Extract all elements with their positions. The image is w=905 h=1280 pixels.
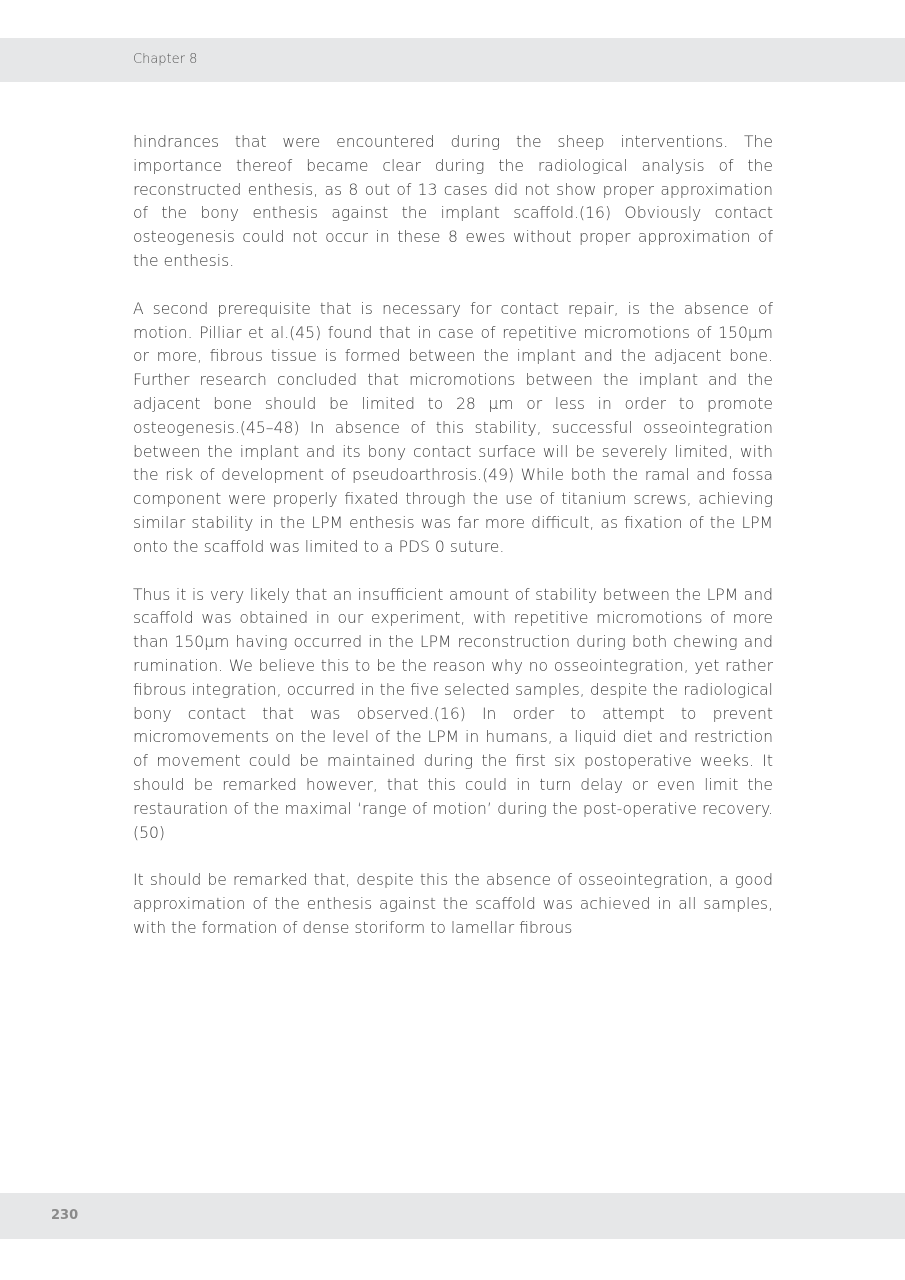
paragraph: hindrances that were encountered during the sheep interventions. The importance thereof became clear during the radiological analysis of the reconstructed enthesis, as 8 out of 13 cases did not show proper approximation of the bony enthesis against the implant scaffold.(16) Obviously contact osteogenesis could not occur in these 8 ewes without proper approximation of the enthesis. bbox=[133, 133, 773, 270]
paragraph: Thus it is very likely that an insufficient amount of stability between the LPM and scaffold was obtained in our experiment, with repetitive micromotions of more than 150µm having occurred in the LPM reconstruction during both chewing and rumination. We believe this to be the reason why no osseointegration, yet rather fibrous integration, occurred in the five selected samples, despite the radiological bony contact that was observed.(16) In order to attempt to prevent micromovements on the level of the LPM in humans, a liquid diet and restriction of movement could be maintained during the first six postoperative weeks. It should be remarked however, that this could in turn delay or even limit the restauration of the maximal ‘range of motion’ during the post-operative recovery.(50) bbox=[133, 585, 773, 842]
running-footer bbox=[0, 1193, 905, 1239]
running-header bbox=[0, 38, 905, 82]
paragraph: It should be remarked that, despite this the absence of osseointegration, a good approximation of the enthesis against the scaffold was achieved in all samples, with the formation of dense storiform to lamellar fibrous bbox=[133, 871, 773, 937]
body-text bbox=[133, 131, 773, 965]
page-number: 230 bbox=[51, 1208, 79, 1223]
chapter-label: Chapter 8 bbox=[133, 52, 198, 67]
paragraph: A second prerequisite that is necessary for contact repair, is the absence of motion. Pilliar et al.(45) found that in case of repetitive micromotions of 150µm or more, fibrous tissue is formed between the implant and the adjacent bone. Further research concluded that micromotions between the implant and the adjacent bone should be limited to 28 µm or less in order to promote osteogenesis.(45–48) In absence of this stability, successful osseointegration between the implant and its bony contact surface will be severely limited, with the risk of development of pseudoarthrosis.(49) While both the ramal and fossa component were properly fixated through the use of titanium screws, achieving similar stability in the LPM enthesis was far more difficult, as fixation of the LPM onto the scaffold was limited to a PDS 0 suture. bbox=[133, 299, 773, 556]
